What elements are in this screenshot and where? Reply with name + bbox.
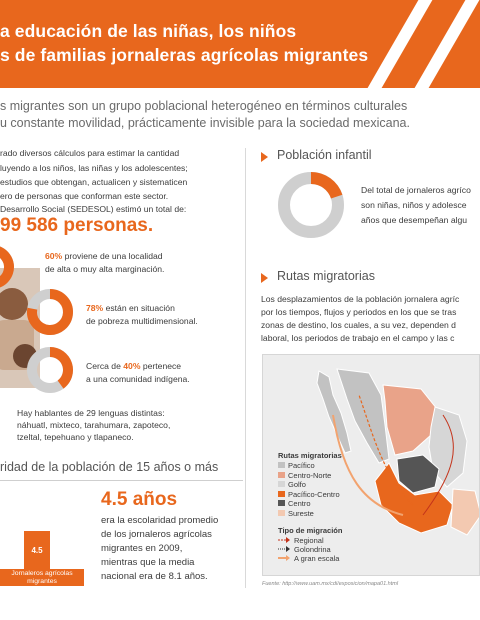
intro-line-1: s migrantes son un grupo poblacional heterogéneo en términos culturales bbox=[0, 99, 408, 113]
golondrina-arrow-icon bbox=[278, 546, 290, 552]
donut-share bbox=[311, 178, 337, 197]
legend-route-label: Pacífico bbox=[288, 461, 315, 470]
legend-route-item bbox=[278, 461, 368, 470]
left-text-line: ero de personas que conforman este sector. bbox=[0, 191, 169, 201]
legend-swatch bbox=[278, 500, 285, 506]
donut-share bbox=[0, 250, 9, 284]
schooling-text-line: era la escolaridad promedio bbox=[101, 515, 219, 526]
legend-route-item bbox=[278, 499, 368, 508]
legend-migration-label: Golondrina bbox=[294, 545, 331, 554]
legend-migration-title: Tipo de migración bbox=[278, 526, 343, 535]
bar-label-line-1: Jornaleros agrícolas bbox=[11, 570, 73, 577]
stat-donut-indigenous bbox=[32, 352, 68, 388]
stat-text: pertenece bbox=[140, 361, 182, 371]
source-url: http://www.uam.mx/cdi/exposicion/mapa01.html bbox=[282, 581, 399, 587]
languages-line-1: Hay hablantes de 29 lenguas distintas: bbox=[17, 408, 165, 418]
stat-indigenous-line-2: a una comunidad indígena. bbox=[86, 374, 190, 384]
routes-text-line: Los desplazamientos de la población jornalera agríc bbox=[261, 294, 460, 304]
child-text-line: años que desempeñan algu bbox=[361, 215, 468, 225]
column-divider bbox=[245, 148, 246, 588]
schooling-section-title: ridad de la población de 15 años o más bbox=[0, 460, 219, 474]
stat-indigenous-line-1 bbox=[86, 361, 181, 373]
stat-marginalization-line-1 bbox=[45, 251, 163, 263]
legend-migration-list bbox=[278, 536, 368, 566]
legend-swatch bbox=[278, 481, 285, 487]
routes-title: Rutas migratorias bbox=[277, 269, 375, 283]
legend-swatch bbox=[278, 472, 285, 478]
stat-prefix: Cerca de bbox=[86, 361, 124, 371]
schooling-bar-value: 4.5 bbox=[31, 546, 43, 555]
schooling-bar-label bbox=[0, 570, 84, 586]
languages-line-2: náhuatl, mixteco, tarahumara, zapoteco, bbox=[17, 420, 171, 430]
section-bullet-icon bbox=[261, 152, 268, 162]
legend-route-item bbox=[278, 471, 368, 480]
routes-text-line: laboral, los periodos de trabajo en el campo y las c bbox=[261, 333, 455, 343]
donut-share bbox=[50, 352, 68, 385]
regional-arrow-icon bbox=[278, 537, 290, 543]
intro-line-2: u constante movilidad, prácticamente invisible para la sociedad mexicana. bbox=[0, 116, 410, 130]
legend-routes-title: Rutas migratorias bbox=[278, 451, 342, 460]
left-text-line: rado diversos cálculos para estimar la cantidad bbox=[0, 148, 180, 158]
legend-routes-list bbox=[278, 461, 368, 521]
map-source bbox=[262, 581, 398, 587]
header-banner bbox=[0, 0, 480, 88]
stat-text: están en situación bbox=[103, 303, 175, 313]
stat-poverty-line-2: de pobreza multidimensional. bbox=[86, 316, 198, 326]
child-population-donut bbox=[276, 170, 346, 240]
stat-percent: 78% bbox=[86, 303, 104, 313]
legend-route-label: Golfo bbox=[288, 480, 306, 489]
legend-swatch bbox=[278, 462, 285, 468]
child-text-line: Del total de jornaleros agríco bbox=[361, 185, 471, 195]
legend-route-item bbox=[278, 480, 368, 489]
left-text-line: luyendo a los niños, las niñas y los adolescentes; bbox=[0, 163, 188, 173]
legend-route-label: Sureste bbox=[288, 508, 314, 518]
legend-route-label: Pacífico-Centro bbox=[288, 489, 340, 499]
legend-swatch bbox=[278, 510, 285, 516]
child-population-donut-arcs bbox=[284, 178, 338, 232]
legend-route-label: Centro-Norte bbox=[288, 470, 332, 480]
child-text-line: son niñas, niños y adolesce bbox=[361, 200, 467, 210]
section-bullet-icon bbox=[261, 273, 268, 283]
schooling-text-line: migrantes en 2009, bbox=[101, 543, 183, 554]
bar-label-line-2: migrantes bbox=[27, 578, 57, 585]
divider bbox=[0, 480, 243, 481]
child-population-title: Población infantil bbox=[277, 148, 372, 162]
legend-migration-label: A gran escala bbox=[294, 554, 340, 563]
legend-route-item bbox=[278, 509, 368, 518]
source-label: Fuente: bbox=[262, 581, 283, 587]
routes-text-line: por los tiempos, flujos y periodos en los que se tras bbox=[261, 307, 457, 317]
schooling-text-line: de los jornaleros agrícolas bbox=[101, 529, 212, 540]
stat-percent: 60% bbox=[45, 251, 63, 261]
legend-swatch bbox=[278, 491, 285, 497]
routes-text-line: zonas de destino, los cuales, a su vez, dependen d bbox=[261, 320, 456, 330]
left-text-line: Desarrollo Social (SEDESOL) estimó un total de: bbox=[0, 204, 187, 214]
schooling-text-line: mientras que la media bbox=[101, 557, 195, 568]
stat-poverty-line-1 bbox=[86, 303, 175, 315]
languages-line-3: tzeltal, tepehuano y tlapaneco. bbox=[17, 432, 134, 442]
stat-text: proviene de una localidad bbox=[62, 251, 163, 261]
stat-donut-marginalization bbox=[0, 250, 9, 284]
legend-route-item bbox=[278, 490, 368, 499]
page-title-line-2: s de familias jornaleras agrícolas migrantes bbox=[0, 45, 369, 65]
large-scale-arrow-icon bbox=[278, 555, 290, 561]
stat-marginalization-line-2: de alta o muy alta marginación. bbox=[45, 264, 165, 274]
legend-route-label: Centro bbox=[288, 499, 311, 508]
page-title-line-1: a educación de las niñas, los niños bbox=[0, 21, 297, 41]
schooling-text-line: nacional era de 8.1 años. bbox=[101, 571, 208, 582]
stat-percent: 40% bbox=[123, 361, 141, 371]
total-population-figure: 99 586 personas. bbox=[0, 215, 154, 236]
stat-donut-poverty bbox=[32, 294, 68, 330]
left-text-line: estudios que obtengan, actualicen y sistematicen bbox=[0, 177, 188, 187]
schooling-big-number: 4.5 años bbox=[101, 489, 178, 510]
legend-migration-label: Regional bbox=[294, 536, 324, 545]
